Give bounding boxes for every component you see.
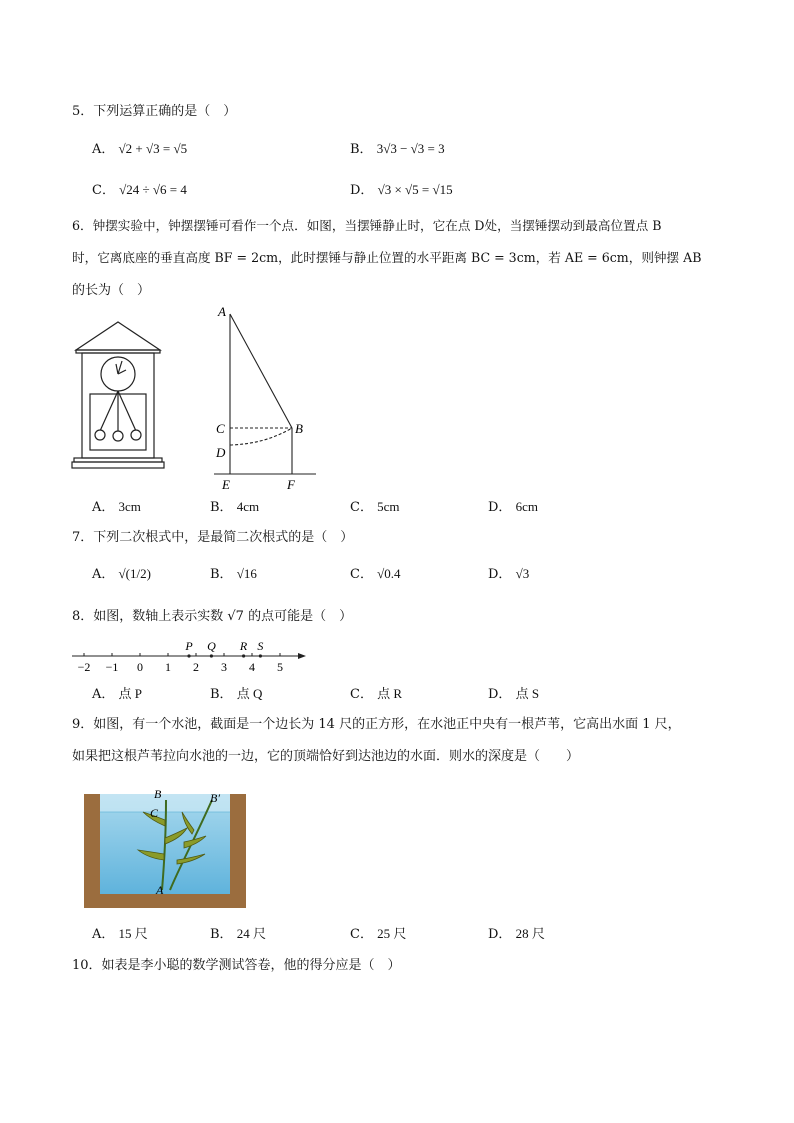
q8-option-c [350, 686, 402, 703]
option-text: 15 尺 [118, 926, 148, 941]
label-e: E [222, 477, 230, 492]
question-8-stem: 8．如图，数轴上表示实数 √7 的点可能是（ ） [72, 609, 353, 624]
option-letter: C． [350, 567, 373, 582]
label-d: D [216, 445, 226, 460]
option-letter: B． [210, 500, 233, 515]
point-label-q: Q [207, 639, 216, 653]
option-text: 点 Q [236, 686, 263, 701]
axis-tick-label: −1 [105, 660, 119, 674]
question-6-line-3: 的长为（ ） [72, 283, 151, 298]
option-letter: B． [210, 567, 233, 582]
point-r [242, 654, 245, 657]
clock-base [72, 462, 164, 468]
axis-tick-label: 3 [221, 660, 227, 674]
q7-option-a [92, 566, 151, 583]
question-6-line-2: 时，它离底座的垂直高度 BF = 2cm，此时摆锤与静止位置的水平距离 BC = 3cm，若 AE = 6cm，则钟摆 AB [72, 250, 702, 265]
option-text: 28 尺 [515, 926, 545, 941]
option-letter: D． [350, 183, 374, 198]
option-letter: C． [92, 183, 115, 198]
axis-tick-label: 1 [165, 660, 171, 674]
point-label-s: S [257, 639, 264, 653]
option-expr: √24 ÷ √6 = 4 [119, 182, 187, 197]
pendulum-bob [113, 431, 123, 441]
option-expr: √2 + √3 = √5 [118, 141, 188, 156]
arc-db [230, 428, 292, 445]
option-text: 点 P [118, 686, 143, 701]
question-6-line-1: 6．钟摆实验中，钟摆摆锤可看作一个点．如图，当摆锤静止时，它在点 D处，当摆锤摆动到最高位置点 B [72, 218, 662, 233]
option-letter: D． [488, 927, 512, 942]
option-expr: √16 [236, 566, 257, 581]
option-letter: A． [92, 687, 115, 702]
option-letter: A． [92, 142, 115, 157]
question-5-stem: 5．下列运算正确的是（ ） [72, 104, 237, 119]
pendulum-bob [95, 430, 105, 440]
option-text: 3cm [118, 499, 141, 514]
q7-option-d [488, 566, 529, 583]
q9-option-c [350, 926, 406, 943]
pendulum-bob [131, 430, 141, 440]
option-text: 4cm [236, 499, 260, 514]
q7-option-c [350, 566, 400, 583]
clock-roof [76, 322, 160, 350]
question-9-line-1: 9．如图，有一个水池，截面是一个边长为 14 尺的正方形，在水池正中央有一根芦苇，它高出水面 1 尺， [72, 717, 681, 732]
option-text: 6cm [515, 499, 538, 514]
axis-tick-label: 2 [193, 660, 199, 674]
option-text: 5cm [377, 499, 400, 514]
pond-figure [84, 786, 246, 908]
label-b: B [154, 787, 162, 801]
line-ab [230, 314, 292, 428]
axis-tick-label: 5 [277, 660, 283, 674]
q6-option-a [92, 499, 141, 516]
label-a: A [156, 883, 164, 897]
point-p [187, 654, 190, 657]
label-b: B [295, 421, 303, 436]
q5-option-d [350, 182, 453, 199]
q5-option-b [350, 141, 445, 158]
option-letter: D． [488, 500, 512, 515]
question-7-stem: 7．下列二次根式中，是最简二次根式的是（ ） [72, 530, 354, 545]
q6-option-b [210, 499, 259, 516]
q8-option-a [92, 686, 142, 703]
point-label-p: P [185, 639, 193, 653]
q5-option-c [92, 182, 187, 199]
point-s [259, 654, 262, 657]
q6-option-d [488, 499, 538, 516]
option-letter: A． [92, 567, 115, 582]
q6-option-c [350, 499, 399, 516]
option-letter: A． [92, 500, 115, 515]
q8-option-b [210, 686, 262, 703]
option-letter: D． [488, 687, 512, 702]
option-letter: C． [350, 927, 373, 942]
option-letter: C． [350, 687, 373, 702]
label-b-prime: B′ [210, 791, 220, 805]
clock-figure [72, 318, 164, 473]
option-letter: B． [210, 927, 233, 942]
option-text: 点 S [515, 686, 540, 701]
axis-tick-label: −2 [77, 660, 91, 674]
option-text: 24 尺 [236, 926, 266, 941]
question-10-stem: 10．如表是李小聪的数学测试答卷，他的得分应是（ ） [72, 958, 401, 973]
option-letter: B． [350, 142, 373, 157]
q8-option-d [488, 686, 539, 703]
option-letter: B． [210, 687, 233, 702]
q7-option-b [210, 566, 257, 583]
number-line [70, 636, 310, 676]
label-a: A [218, 304, 226, 319]
q9-option-b [210, 926, 266, 943]
option-letter: A． [92, 927, 115, 942]
label-f: F [287, 477, 295, 492]
axis-tick-label: 4 [249, 660, 255, 674]
option-letter: C． [350, 500, 373, 515]
axis-arrow [298, 653, 306, 659]
label-c: C [216, 421, 225, 436]
point-q [210, 654, 213, 657]
option-expr: √3 × √5 = √15 [377, 182, 453, 197]
option-expr: √(1/2) [118, 566, 151, 581]
question-9-line-2: 如果把这根芦苇拉向水池的一边，它的顶端恰好到达池边的水面．则水的深度是（ ） [72, 749, 580, 764]
option-letter: D． [488, 567, 512, 582]
option-expr: 3√3 − √3 = 3 [376, 141, 445, 156]
q9-option-d [488, 926, 545, 943]
option-text: 点 R [377, 686, 403, 701]
option-expr: √3 [515, 566, 530, 581]
point-label-r: R [239, 639, 248, 653]
axis-tick-label: 0 [137, 660, 143, 674]
option-expr: √0.4 [377, 566, 401, 581]
pendulum-diagram [210, 300, 325, 495]
q5-option-a [92, 141, 187, 158]
label-c: C [150, 806, 159, 820]
q9-option-a [92, 926, 148, 943]
option-text: 25 尺 [377, 926, 407, 941]
